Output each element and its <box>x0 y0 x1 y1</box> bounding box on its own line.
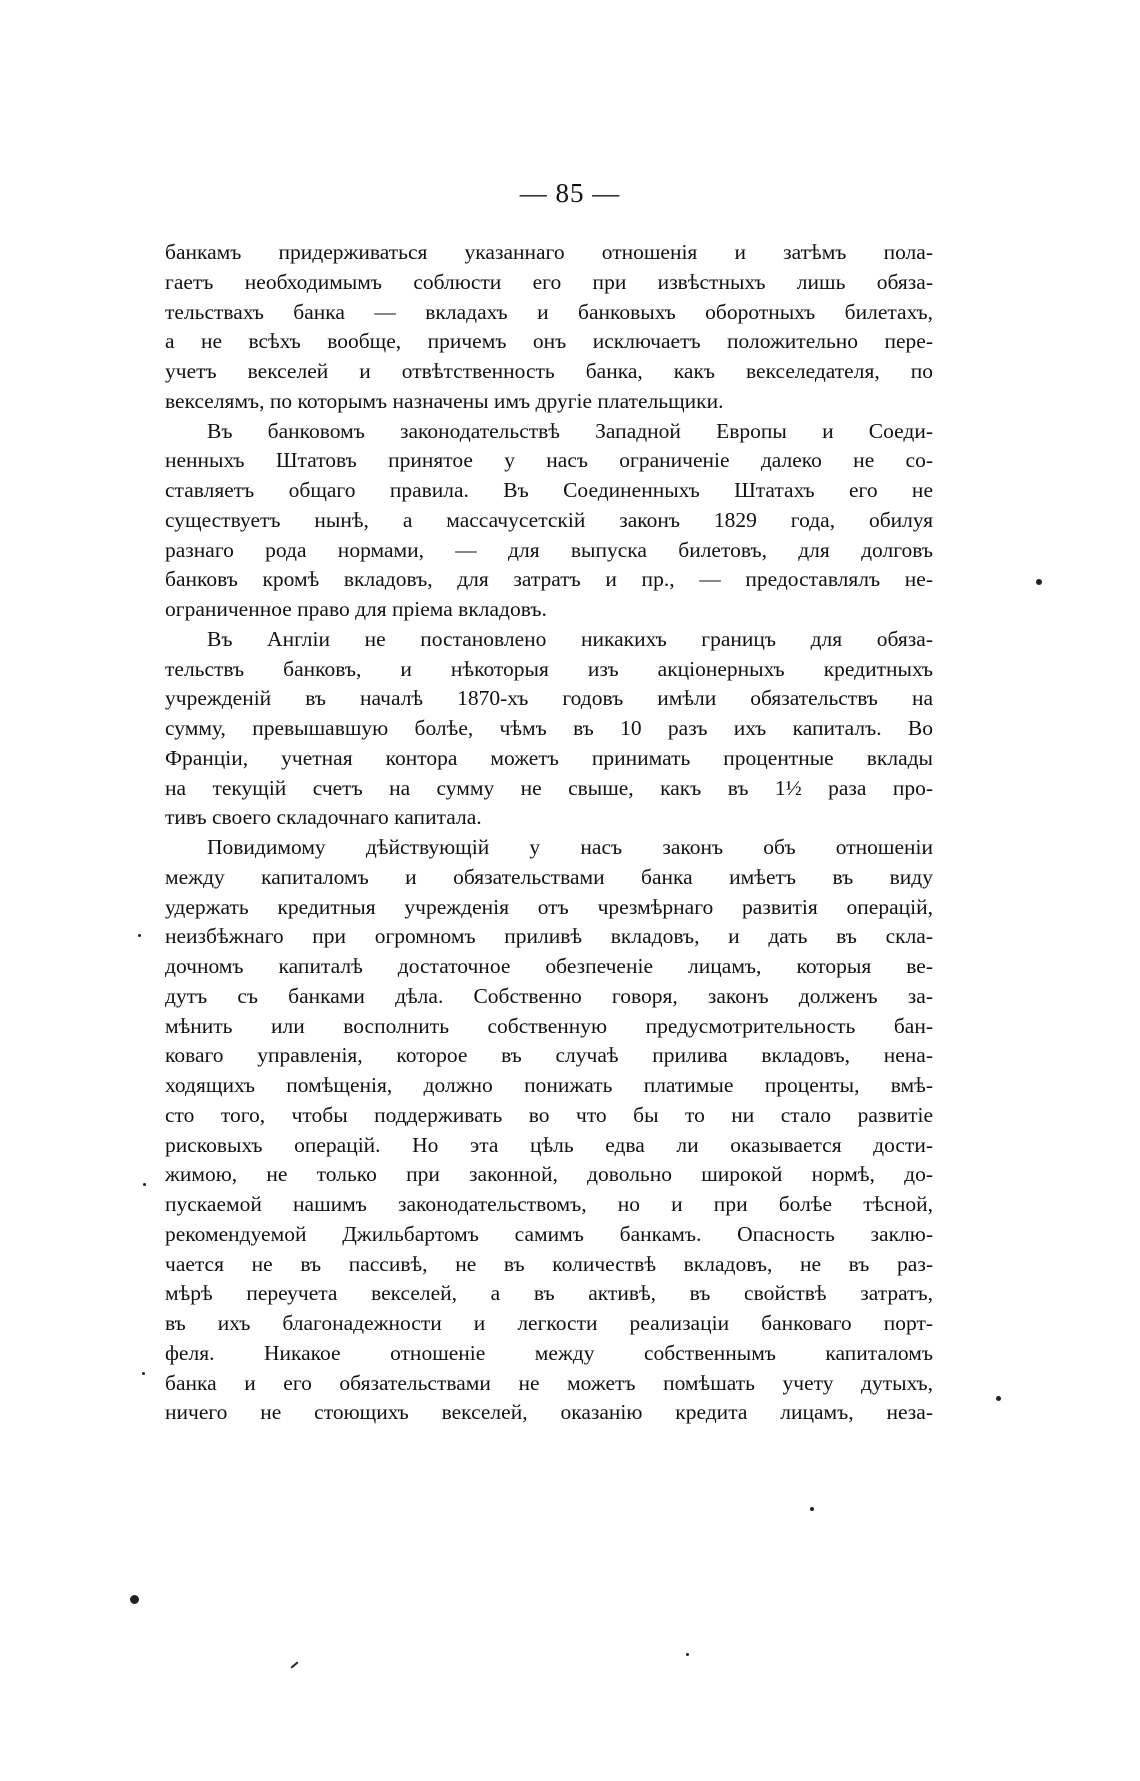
text-line: мѣрѣ переучета векселей, а въ активѣ, въ свойствѣ затратъ, <box>165 1281 933 1306</box>
scan-speck <box>138 934 141 937</box>
text-line: удержать кредитныя учрежденія отъ чрезмѣрнаго развитія операцій, <box>165 894 933 919</box>
scan-speck <box>686 1653 689 1656</box>
text-line: Повидимому дѣйствующій у насъ законъ объ отношеніи <box>207 835 933 859</box>
scan-speck <box>143 1183 146 1186</box>
text-line: а не всѣхъ вообще, причемъ онъ исключаетъ положительно пере- <box>165 329 933 354</box>
scan-speck <box>142 1372 145 1375</box>
text-line: Въ банковомъ законодательствѣ Западной Европы и Соеди- <box>207 418 933 443</box>
text-line: Франціи, учетная контора можетъ принимать процентные вклады <box>165 745 933 770</box>
text-line: чается не въ пассивѣ, не въ количествѣ вкладовъ, не въ раз- <box>165 1251 933 1276</box>
body-text <box>165 238 933 1428</box>
text-line: рекомендуемой Джильбартомъ самимъ банкамъ. Опасность заклю- <box>165 1221 933 1246</box>
text-line: коваго управленія, которое въ случаѣ прилива вкладовъ, нена- <box>165 1043 933 1068</box>
text-line: гаетъ необходимымъ соблюсти его при извѣстныхъ лишь обяза- <box>165 269 933 294</box>
text-line: въ ихъ благонадежности и легкости реализаціи банковаго порт- <box>165 1311 933 1335</box>
text-line: тивъ своего складочнаго капитала. <box>165 805 482 830</box>
text-line: ограниченное право для пріема вкладовъ. <box>165 597 547 621</box>
scan-speck <box>996 1396 1001 1401</box>
scan-speck <box>290 1661 298 1668</box>
text-line: разнаго рода нормами, — для выпуска билетовъ, для долговъ <box>165 537 933 562</box>
text-line: существуетъ нынѣ, а массачусетскій законъ 1829 года, обилуя <box>165 507 933 532</box>
text-line: тельствахъ банка — вкладахъ и банковыхъ оборотныхъ билетахъ, <box>165 299 933 324</box>
text-line: ставляетъ общаго правила. Въ Соединенныхъ Штатахъ его не <box>165 478 933 502</box>
text-line: ничего не стоющихъ векселей, оказанію кредита лицамъ, неза- <box>165 1400 933 1425</box>
text-line: сто того, чтобы поддерживать во что бы то ни стало развитіе <box>165 1102 933 1127</box>
text-line: ненныхъ Штатовъ принятое у насъ ограниченіе далеко не со- <box>165 448 933 473</box>
text-line: банка и его обязательствами не можетъ помѣшать учету дутыхъ, <box>165 1370 933 1395</box>
text-line: учрежденій въ началѣ 1870-хъ годовъ имѣли обязательствъ на <box>165 686 933 711</box>
scan-speck <box>130 1595 139 1604</box>
text-line: банкамъ придерживаться указаннаго отношенія и затѣмъ пола- <box>165 240 933 264</box>
text-line: пускаемой нашимъ законодательствомъ, но и при болѣе тѣсной, <box>165 1192 933 1216</box>
text-line: дутъ съ банками дѣла. Собственно говоря, законъ долженъ за- <box>165 983 933 1008</box>
text-line: сумму, превышавшую болѣе, чѣмъ въ 10 разъ ихъ капиталъ. Во <box>165 716 933 740</box>
text-line: векселямъ, по которымъ назначены имъ другіе плательщики. <box>165 388 724 413</box>
text-line: дочномъ капиталѣ достаточное обезпеченіе лицамъ, которыя ве- <box>165 954 933 978</box>
text-line: банковъ кромѣ вкладовъ, для затратъ и пр., — предоставлялъ не- <box>165 567 933 592</box>
text-line: неизбѣжнаго при огромномъ приливѣ вкладовъ, и дать въ скла- <box>165 924 933 949</box>
page-number: — 85 — <box>519 178 621 208</box>
text-line: Въ Англіи не постановлено никакихъ границъ для обяза- <box>207 626 933 651</box>
scan-speck <box>1036 579 1042 585</box>
text-line: на текущій счетъ на сумму не свыше, какъ въ 1½ раза про- <box>165 775 933 800</box>
text-line: между капиталомъ и обязательствами банка имѣетъ въ виду <box>165 864 933 889</box>
text-line: учетъ векселей и отвѣтственность банка, какъ векселедателя, по <box>165 359 933 383</box>
scan-speck <box>810 1507 814 1511</box>
text-line: мѣнить или восполнить собственную предусмотрительность бан- <box>165 1013 933 1038</box>
text-line: тельствъ банковъ, и нѣкоторыя изъ акціонерныхъ кредитныхъ <box>165 656 933 681</box>
text-line: ходящихъ помѣщенія, должно понижать платимые проценты, вмѣ- <box>165 1073 933 1097</box>
text-line: жимою, не только при законной, довольно широкой нормѣ, до- <box>165 1162 933 1187</box>
text-line: рисковыхъ операцій. Но эта цѣль едва ли оказывается дости- <box>165 1132 933 1157</box>
text-line: феля. Никакое отношеніе между собственнымъ капиталомъ <box>165 1340 933 1365</box>
